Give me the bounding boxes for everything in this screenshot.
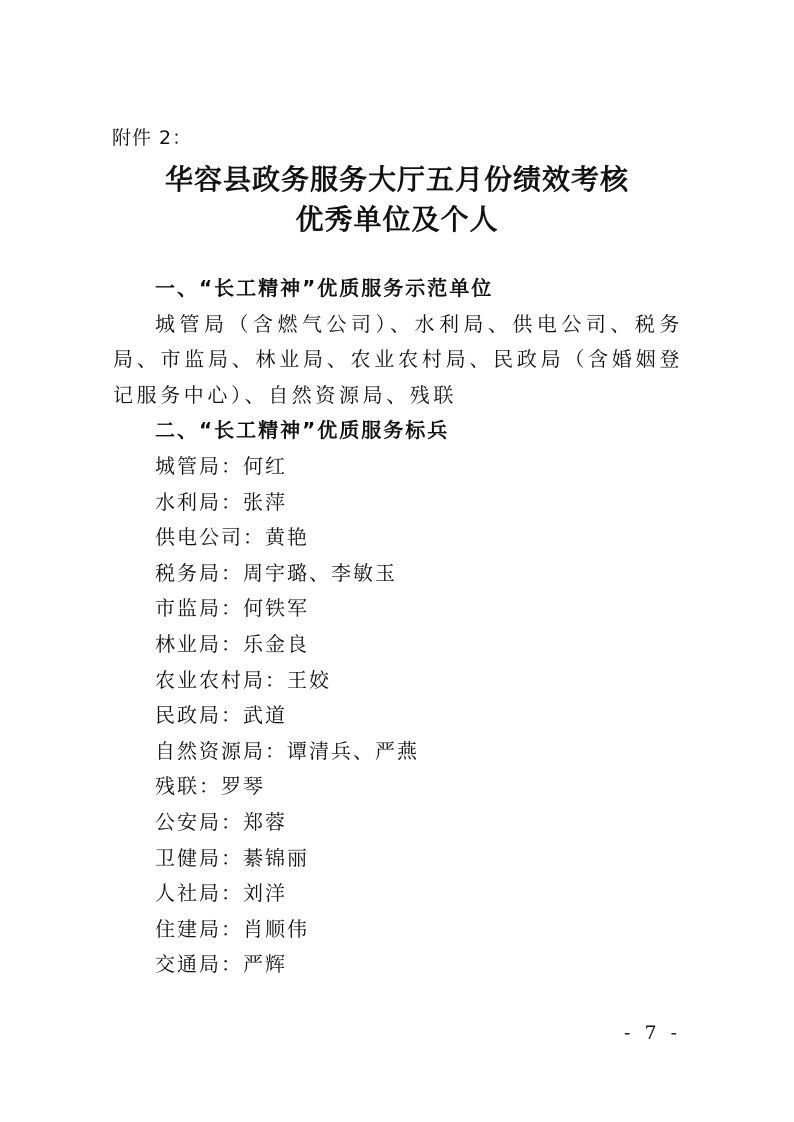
section-1-heading: 一、“长工精神”优质服务示范单位: [155, 276, 494, 300]
document-title-line-1: 华容县政务服务大厅五月份绩效考核: [164, 163, 629, 196]
honoree-entry: 水利局：张萍: [155, 489, 287, 514]
honoree-entry: 公安局：郑蓉: [155, 809, 287, 834]
honoree-entry: 人社局：刘洋: [155, 881, 287, 906]
honoree-entry: 交通局：严辉: [155, 952, 287, 977]
honoree-entry: 住建局：肖顺伟: [155, 916, 309, 941]
section-1-unit-list: 城管局（含燃气公司）、水利局、供电公司、税务局、市监局、林业局、农业农村局、民政局（含婚姻登记服务中心）、自然资源局、残联: [113, 311, 683, 407]
honoree-entry: 农业农村局：王姣: [155, 667, 331, 692]
document-title-line-2: 优秀单位及个人: [295, 203, 499, 236]
honoree-entry: 市监局：何铁军: [155, 596, 309, 621]
honoree-list: [113, 449, 683, 983]
honoree-entry: 林业局：乐金良: [155, 631, 309, 656]
attachment-label: 附件 2：: [112, 127, 193, 149]
honoree-entry: 供电公司：黄艳: [155, 525, 309, 550]
honoree-entry: 自然资源局：谭清兵、严燕: [155, 738, 419, 763]
honoree-entry: 税务局：周宇璐、李敏玉: [155, 560, 397, 585]
section-2-heading: 二、“长工精神”优质服务标兵: [155, 418, 450, 443]
honoree-entry: 残联：罗琴: [155, 774, 265, 799]
honoree-entry: 城管局：何红: [155, 453, 287, 478]
page-number: - 7 -: [623, 1022, 681, 1044]
honoree-entry: 卫健局：綦锦丽: [155, 845, 309, 870]
honoree-entry: 民政局：武道: [155, 703, 287, 728]
document-body: [113, 271, 683, 983]
